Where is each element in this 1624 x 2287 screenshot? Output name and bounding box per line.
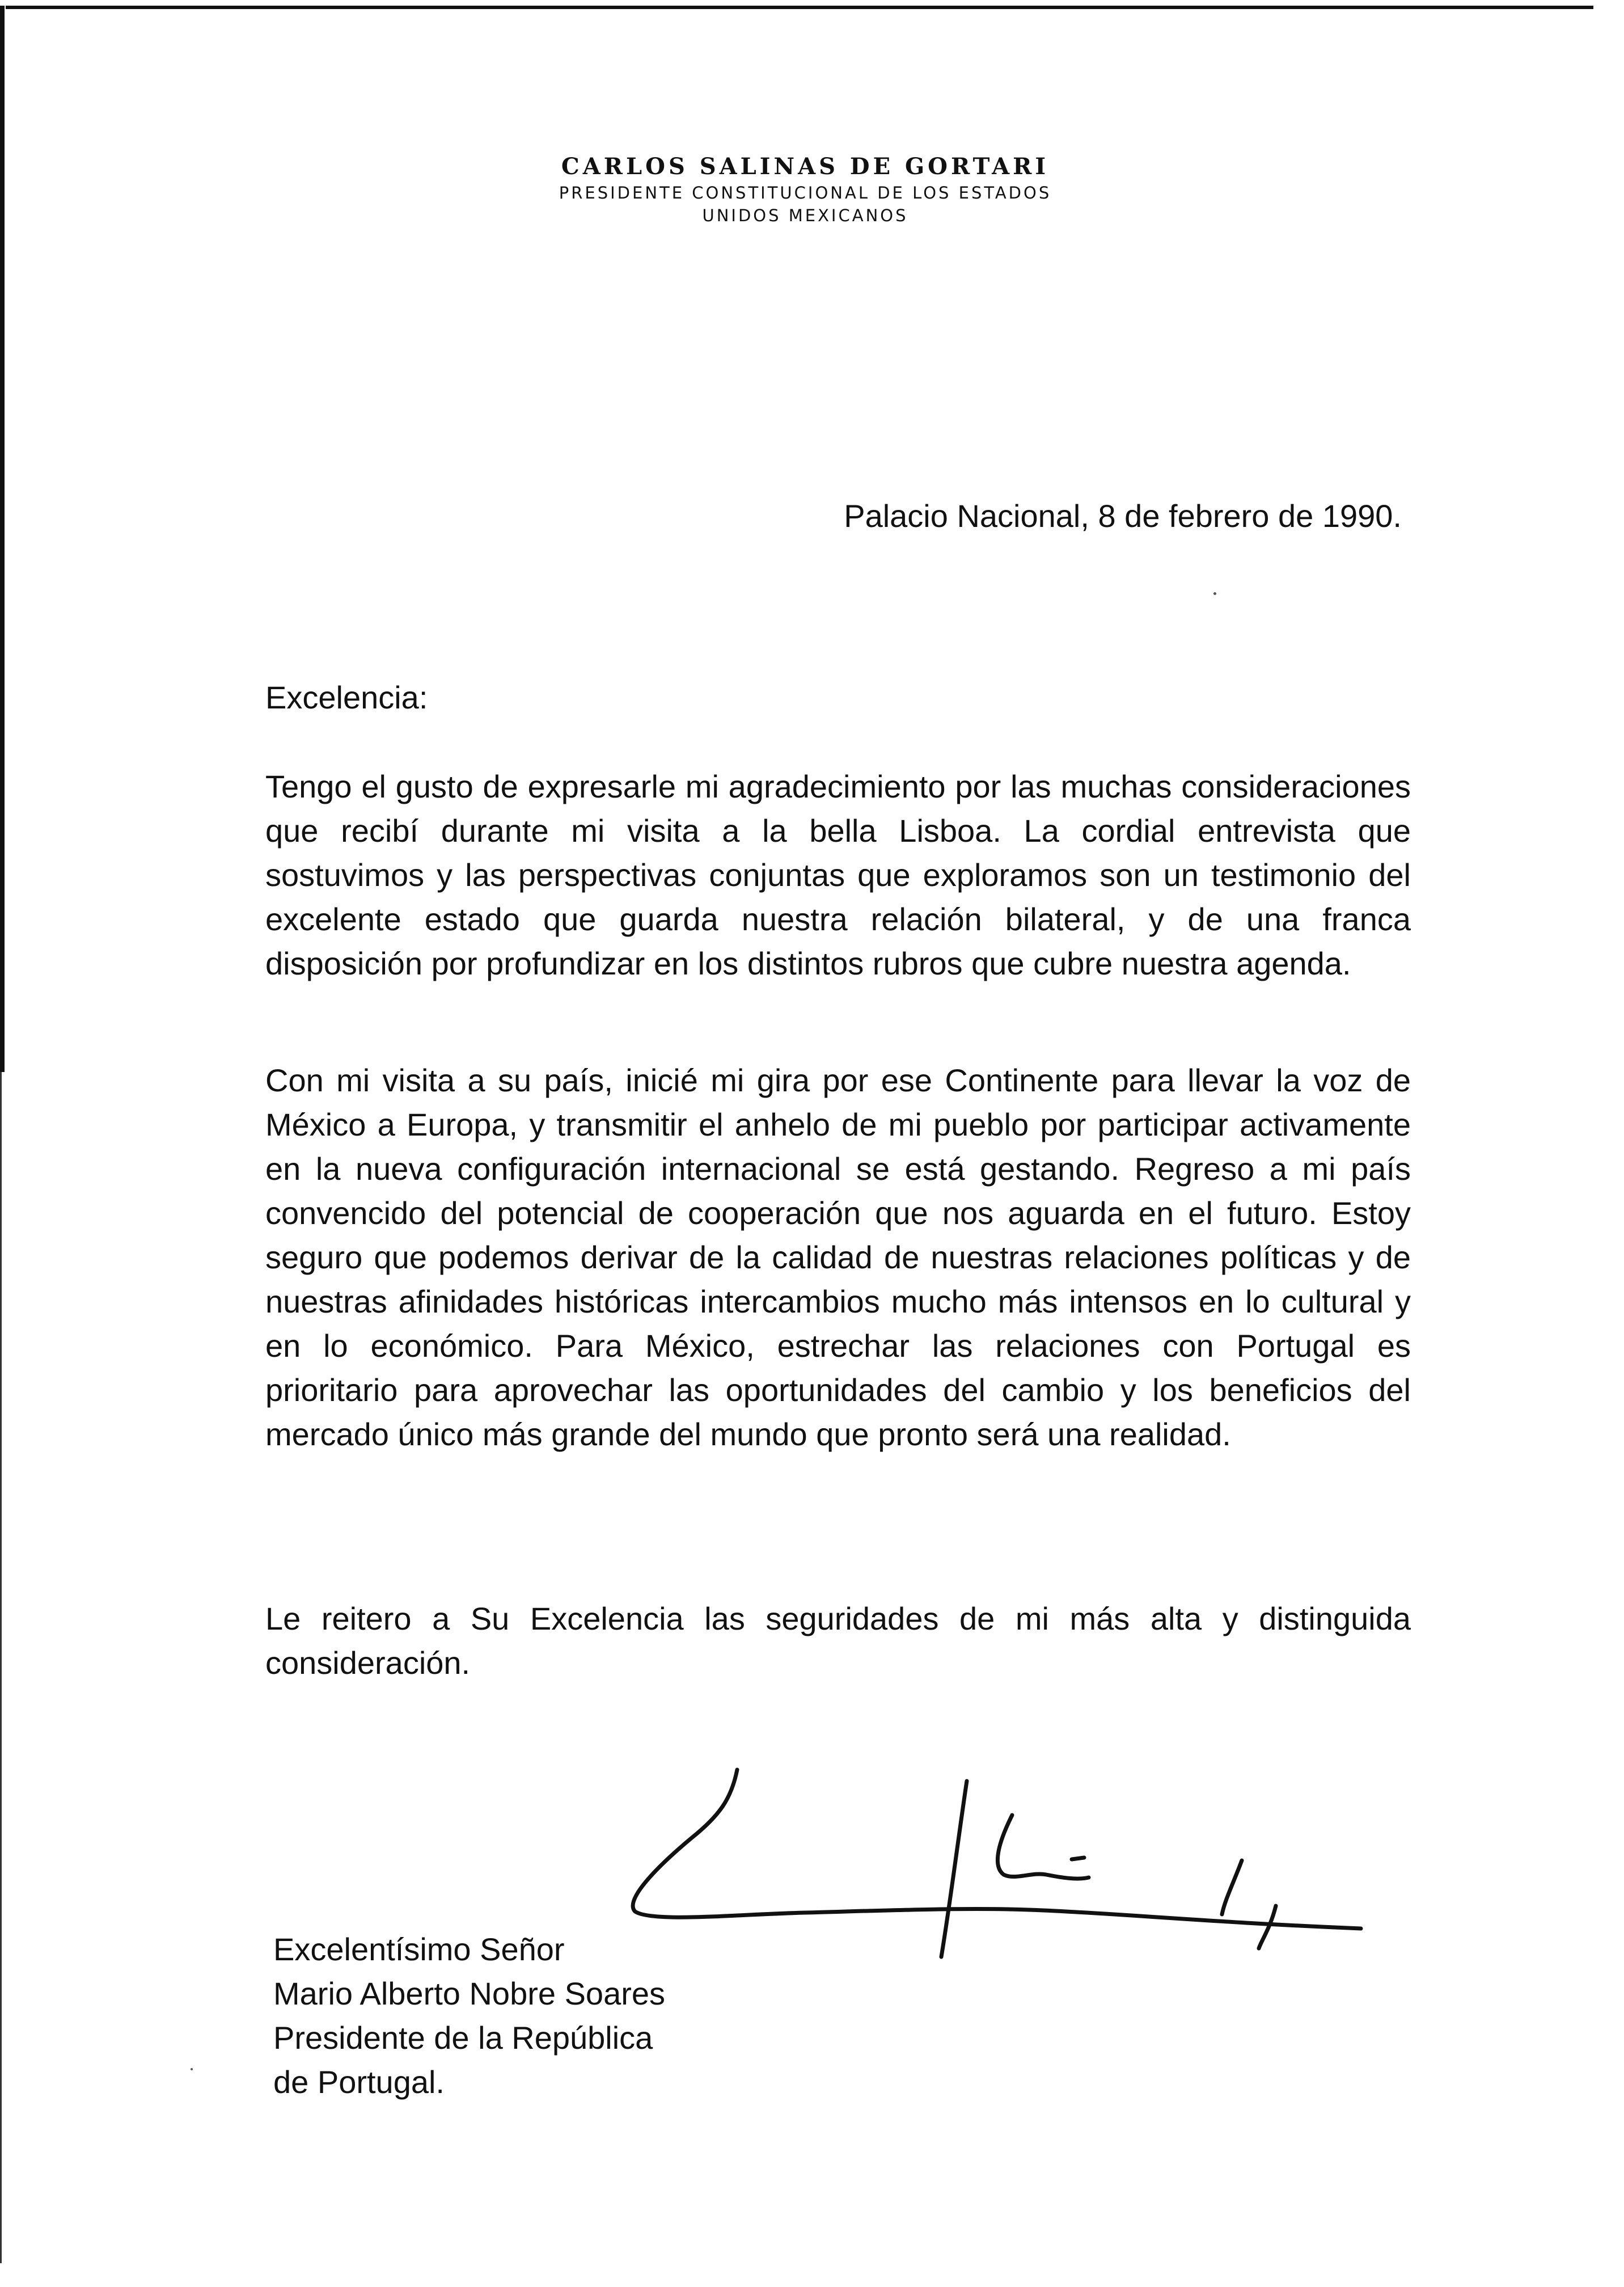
body-paragraph-1: Tengo el gusto de expresarle mi agradecimiento por las muchas consideraciones que recibí durante mi visita a la bella Lisboa. La cordial entrevista que sostuvimos y las perspectivas conjuntas que exploramos son un testimonio del excelente estado que guarda nuestra relación bilateral, y de una franca disposición por profundizar en los distintos rubros que cubre nuestra agenda. — [265, 769, 1411, 981]
scan-border-left-lower — [0, 1072, 2, 2263]
signature-stroke-tail — [1259, 1906, 1276, 1948]
recipient-block — [273, 1927, 665, 2104]
signature-stroke-hook — [1222, 1860, 1242, 1914]
scan-speck — [1213, 592, 1216, 595]
salutation: Excelencia: — [265, 680, 428, 715]
letterhead-title-line-2: UNIDOS MEXICANOS — [702, 206, 908, 225]
letterhead — [442, 152, 1168, 227]
recipient-position: Presidente de la República — [273, 2020, 653, 2056]
signature-stroke-initial — [633, 1770, 1361, 1929]
body-paragraph-2: Con mi visita a su país, inicié mi gira por ese Continente para llevar la voz de México a Europa, y transmitir el anhelo de mi pueblo por participar activamente en la nueva configuración internacional se está gestando. Regreso a mi país convencido del potencial de cooperación que nos aguarda en el futuro. Estoy seguro que podemos derivar de la calidad de nuestras relaciones políticas y de nuestras afinidades históricas intercambios mucho más intensos en lo cultural y en lo económico. Para México, estrechar las relaciones con Portugal es prioritario para aprovechar las oportunidades del cambio y los beneficios del mercado único más grande del mundo que pronto será una realidad. — [265, 1062, 1411, 1452]
signature-stroke-dot — [1072, 1858, 1084, 1859]
handwritten-signature — [624, 1758, 1384, 1974]
recipient-country: de Portugal. — [273, 2064, 445, 2100]
closing-paragraph: Le reitero a Su Excelencia las seguridades de mi más alta y distinguida consideración. — [265, 1601, 1411, 1681]
scan-border-top — [6, 6, 1593, 9]
letterhead-name: CARLOS SALINAS DE GORTARI — [561, 153, 1050, 180]
signature-stroke-vertical — [941, 1781, 967, 1957]
recipient-honorific: Excelentísimo Señor — [273, 1931, 565, 1967]
signature-stroke-loop — [997, 1815, 1089, 1879]
date-line: Palacio Nacional, 8 de febrero de 1990. — [844, 498, 1402, 534]
letterhead-title-line-1: PRESIDENTE CONSTITUCIONAL DE LOS ESTADOS — [559, 183, 1052, 202]
recipient-name: Mario Alberto Nobre Soares — [273, 1976, 666, 2011]
scan-speck — [191, 2068, 193, 2070]
scan-border-left — [0, 6, 5, 1072]
